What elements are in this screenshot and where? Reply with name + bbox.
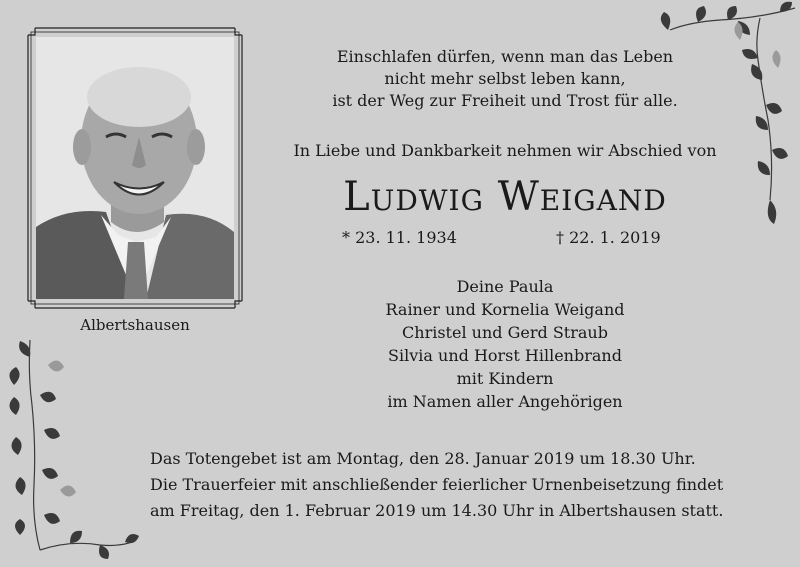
family-line: Rainer und Kornelia Weigand <box>385 300 625 319</box>
poem-line: nicht mehr selbst leben kann, <box>384 69 626 88</box>
deceased-name: Ludwig Weigand <box>343 174 667 220</box>
poem-line: Einschlafen dürfen, wenn man das Leben <box>336 47 674 66</box>
notice-line: am Freitag, den 1. Februar 2019 um 14.30 Uhr in Albertshausen statt. <box>150 501 724 520</box>
intro-text: In Liebe und Dankbarkeit nehmen wir Abschied von <box>293 141 717 160</box>
birth-date: * 23. 11. 1934 <box>342 228 457 247</box>
photo-frame <box>27 27 243 309</box>
family-list <box>300 275 710 413</box>
family-line: Deine Paula <box>456 277 554 296</box>
poem-line: ist der Weg zur Freiheit und Trost für alle. <box>332 91 678 110</box>
notice-line: Das Totengebet ist am Montag, den 28. Januar 2019 um 18.30 Uhr. <box>150 449 696 468</box>
family-line: im Namen aller Angehörigen <box>387 392 623 411</box>
family-line: Christel und Gerd Straub <box>402 323 608 342</box>
portrait-photo <box>36 37 234 299</box>
ivy-vine-bottom-left-icon <box>0 335 140 567</box>
family-line: mit Kindern <box>456 369 554 388</box>
notice-line: Die Trauerfeier mit anschließender feierlicher Urnenbeisetzung findet <box>150 475 724 494</box>
death-date: † 22. 1. 2019 <box>556 228 661 247</box>
place-name: Albertshausen <box>80 316 190 334</box>
ivy-vine-top-right-icon <box>640 0 800 230</box>
family-line: Silvia und Horst Hillenbrand <box>388 346 622 365</box>
service-notice <box>150 446 770 524</box>
